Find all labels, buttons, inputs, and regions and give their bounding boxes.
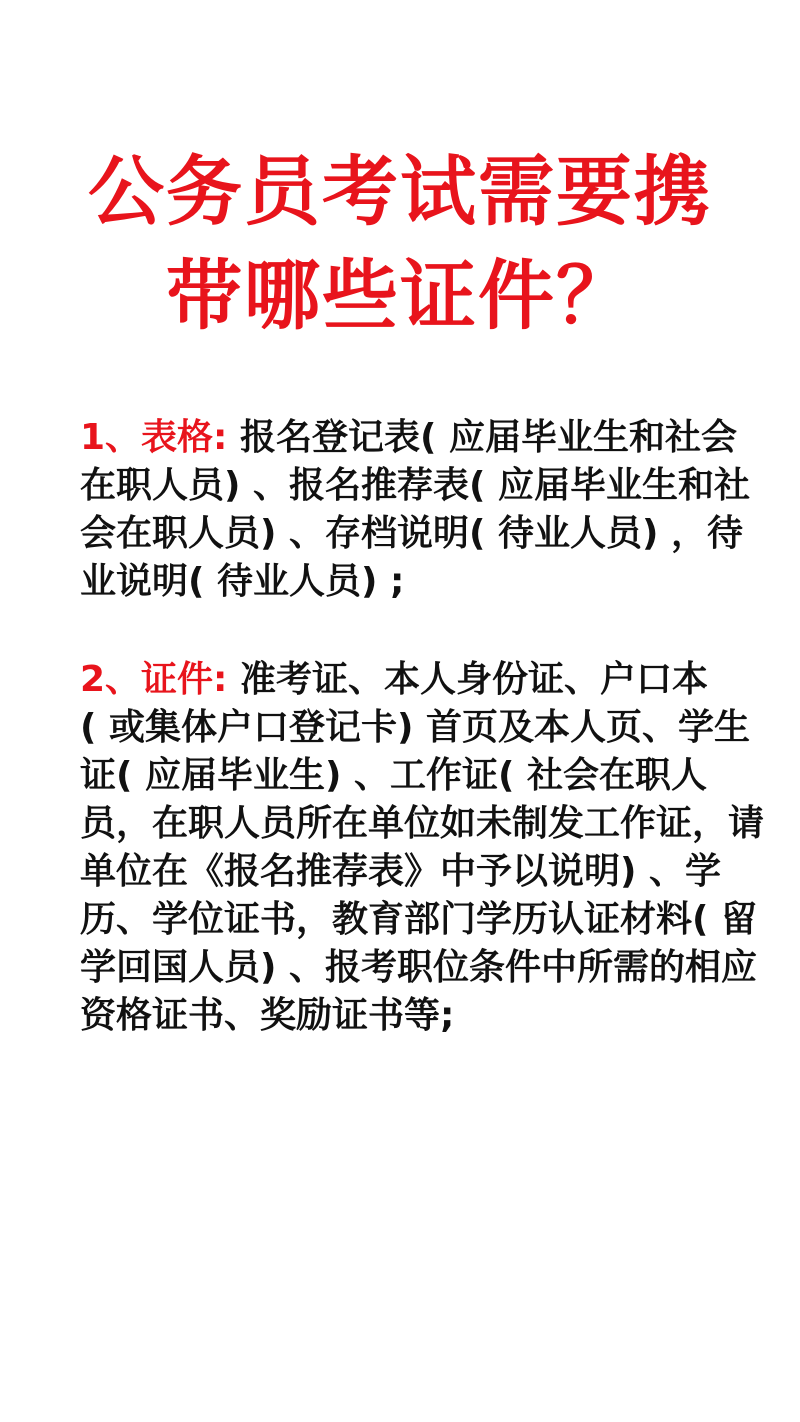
section-line: 业说明( 待业人员) ; bbox=[80, 561, 405, 602]
section-text: 报名登记表( 应届毕业生和社会 bbox=[227, 417, 737, 458]
section-label-forms: 1、表格: bbox=[80, 417, 228, 458]
section-line: 会在职人员) 、存档说明( 待业人员) ，待 bbox=[80, 513, 743, 554]
section-label-documents: 2、证件: bbox=[80, 659, 228, 700]
section-forms bbox=[80, 414, 750, 606]
section-line: 在职人员) 、报名推荐表( 应届毕业生和社 bbox=[80, 465, 750, 506]
section-line bbox=[80, 656, 710, 704]
section-line bbox=[80, 414, 737, 462]
section-line: ( 或集体户口登记卡) 首页及本人页、学生 bbox=[80, 707, 750, 748]
page-title bbox=[0, 140, 800, 348]
title-line-2: 带哪些证件？ bbox=[166, 251, 634, 340]
section-line: 证( 应届毕业生) 、工作证( 社会在职人 bbox=[80, 755, 707, 796]
section-line: 学回国人员) 、报考职位条件中所需的相应 bbox=[80, 947, 757, 988]
section-line: 单位在《报名推荐表》中予以说明) 、学 bbox=[80, 851, 721, 892]
section-line: 历、学位证书，教育部门学历认证材料( 留 bbox=[80, 899, 757, 940]
section-documents bbox=[80, 656, 765, 1040]
title-line-1: 公务员考试需要携 bbox=[88, 147, 712, 236]
section-line: 员，在职人员所在单位如未制发工作证，请 bbox=[80, 803, 765, 844]
section-text: 准考证、本人身份证、户口本 bbox=[227, 659, 708, 700]
section-line: 资格证书、奖励证书等; bbox=[80, 995, 455, 1036]
